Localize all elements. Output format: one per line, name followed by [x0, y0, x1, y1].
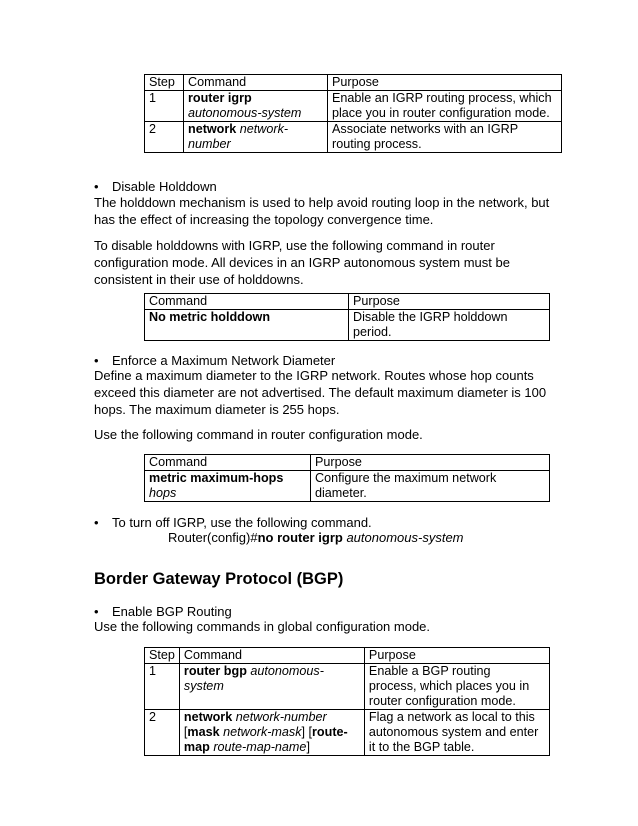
command-argument: system	[183, 679, 224, 693]
bracket: [	[183, 725, 188, 739]
bgp-steps-table	[144, 647, 550, 756]
cli-prompt: Router(config)#	[168, 530, 258, 545]
bullet-text: Disable Holddown	[112, 179, 217, 194]
command-cell	[184, 91, 328, 122]
header-purpose: Purpose	[364, 648, 549, 664]
command-keyword: network	[188, 122, 237, 136]
command-cell	[184, 122, 328, 153]
purpose-cell	[364, 664, 549, 710]
purpose-line: Flag a network as local to this	[368, 710, 535, 724]
purpose-line: Enable an IGRP routing process, which	[332, 91, 552, 105]
header-purpose: Purpose	[328, 75, 562, 91]
header-step: Step	[145, 648, 180, 664]
command-argument: number	[188, 137, 231, 151]
bgp-paragraph: Use the following commands in global configuration mode.	[94, 619, 431, 634]
holddown-paragraph-2	[94, 237, 574, 288]
command-keyword: no router igrp	[257, 530, 343, 545]
command-argument: route-map-name	[213, 740, 307, 754]
purpose-line: place you in router configuration mode.	[332, 106, 550, 120]
table-header-row	[145, 648, 550, 664]
command-argument: autonomous-	[250, 664, 324, 678]
bracket: ]	[306, 740, 310, 754]
purpose-cell	[328, 122, 562, 153]
paragraph-line: To disable holddowns with IGRP, use the following command in router	[94, 238, 495, 253]
bullet-disable-holddown	[94, 178, 217, 195]
purpose-cell	[311, 471, 550, 502]
purpose-line: Disable the IGRP holddown	[353, 310, 508, 324]
bullet-text: Enforce a Maximum Network Diameter	[112, 353, 336, 368]
table-row	[145, 664, 550, 710]
command-keyword: router igrp	[188, 91, 252, 105]
paragraph-line: configuration mode. All devices in an IGRP autonomous system must be	[94, 255, 510, 270]
command-keyword: map	[183, 740, 210, 754]
table-row	[145, 310, 550, 341]
command-cell	[145, 471, 311, 502]
bullet-icon: •	[94, 179, 99, 194]
purpose-line: Configure the maximum network	[315, 471, 497, 485]
section-heading-bgp: Border Gateway Protocol (BGP)	[94, 570, 344, 588]
purpose-line: router configuration mode.	[368, 694, 516, 708]
header-step: Step	[145, 75, 184, 91]
bullet-icon: •	[94, 604, 99, 619]
purpose-cell	[364, 710, 549, 756]
command-argument: network-number	[235, 710, 327, 724]
table-header-row	[145, 455, 550, 471]
paragraph-line: hops. The maximum diameter is 255 hops.	[94, 402, 340, 417]
header-command: Command	[145, 455, 311, 471]
paragraph-line: Define a maximum diameter to the IGRP network. Routes whose hop counts	[94, 368, 534, 383]
bullet-text: To turn off IGRP, use the following command.	[112, 515, 372, 530]
diameter-paragraph-1	[94, 367, 574, 418]
command-argument: autonomous-system	[188, 106, 302, 120]
command-cell	[179, 664, 364, 710]
purpose-line: Associate networks with an IGRP	[332, 122, 519, 136]
purpose-line: autonomous system and enter	[368, 725, 539, 739]
table-header-row	[145, 294, 550, 310]
purpose-line: period.	[353, 325, 392, 339]
header-command: Command	[184, 75, 328, 91]
step-number: 1	[145, 91, 184, 122]
command-cell	[145, 310, 349, 341]
command-keyword: router bgp	[183, 664, 247, 678]
purpose-cell	[328, 91, 562, 122]
bullet-icon: •	[94, 515, 99, 530]
table-header-row	[145, 75, 562, 91]
command-cell	[179, 710, 364, 756]
table-row	[145, 122, 562, 153]
paragraph-line: consistent in their use of holddowns.	[94, 272, 304, 287]
step-number: 1	[145, 664, 180, 710]
holddown-paragraph-1	[94, 194, 574, 228]
paragraph-line: has the effect of increasing the topology convergence time.	[94, 212, 434, 227]
command-argument: hops	[149, 486, 177, 500]
command-keyword: network	[183, 710, 233, 724]
header-purpose: Purpose	[311, 455, 550, 471]
purpose-line: routing process.	[332, 137, 422, 151]
turn-off-command	[168, 529, 464, 546]
purpose-line: process, which places you in	[368, 679, 530, 693]
purpose-line: diameter.	[315, 486, 367, 500]
header-command: Command	[145, 294, 349, 310]
purpose-line: Enable a BGP routing	[368, 664, 491, 678]
table-row	[145, 91, 562, 122]
command-keyword: metric maximum-hops	[149, 471, 284, 485]
paragraph-line: exceed this diameter are not advertised. The default maximum diameter is 100	[94, 385, 547, 400]
step-number: 2	[145, 710, 180, 756]
purpose-cell	[349, 310, 550, 341]
bracket: ] [	[301, 725, 313, 739]
paragraph-line: The holddown mechanism is used to help avoid routing loop in the network, but	[94, 195, 550, 210]
step-number: 2	[145, 122, 184, 153]
table-row	[145, 710, 550, 756]
diameter-paragraph-2: Use the following command in router configuration mode.	[94, 427, 423, 442]
command-argument: autonomous-system	[346, 530, 464, 545]
bullet-text: Enable BGP Routing	[112, 604, 232, 619]
command-argument: network-mask	[223, 725, 302, 739]
command-argument: network-	[239, 122, 289, 136]
header-command: Command	[179, 648, 364, 664]
command-keyword: route-	[312, 725, 348, 739]
igrp-steps-table	[144, 74, 562, 153]
max-hops-table	[144, 454, 550, 502]
header-purpose: Purpose	[349, 294, 550, 310]
purpose-line: it to the BGP table.	[368, 740, 475, 754]
command-keyword: No metric holddown	[149, 310, 271, 324]
holddown-table	[144, 293, 550, 341]
bullet-icon: •	[94, 353, 99, 368]
command-keyword: mask	[187, 725, 220, 739]
table-row	[145, 471, 550, 502]
